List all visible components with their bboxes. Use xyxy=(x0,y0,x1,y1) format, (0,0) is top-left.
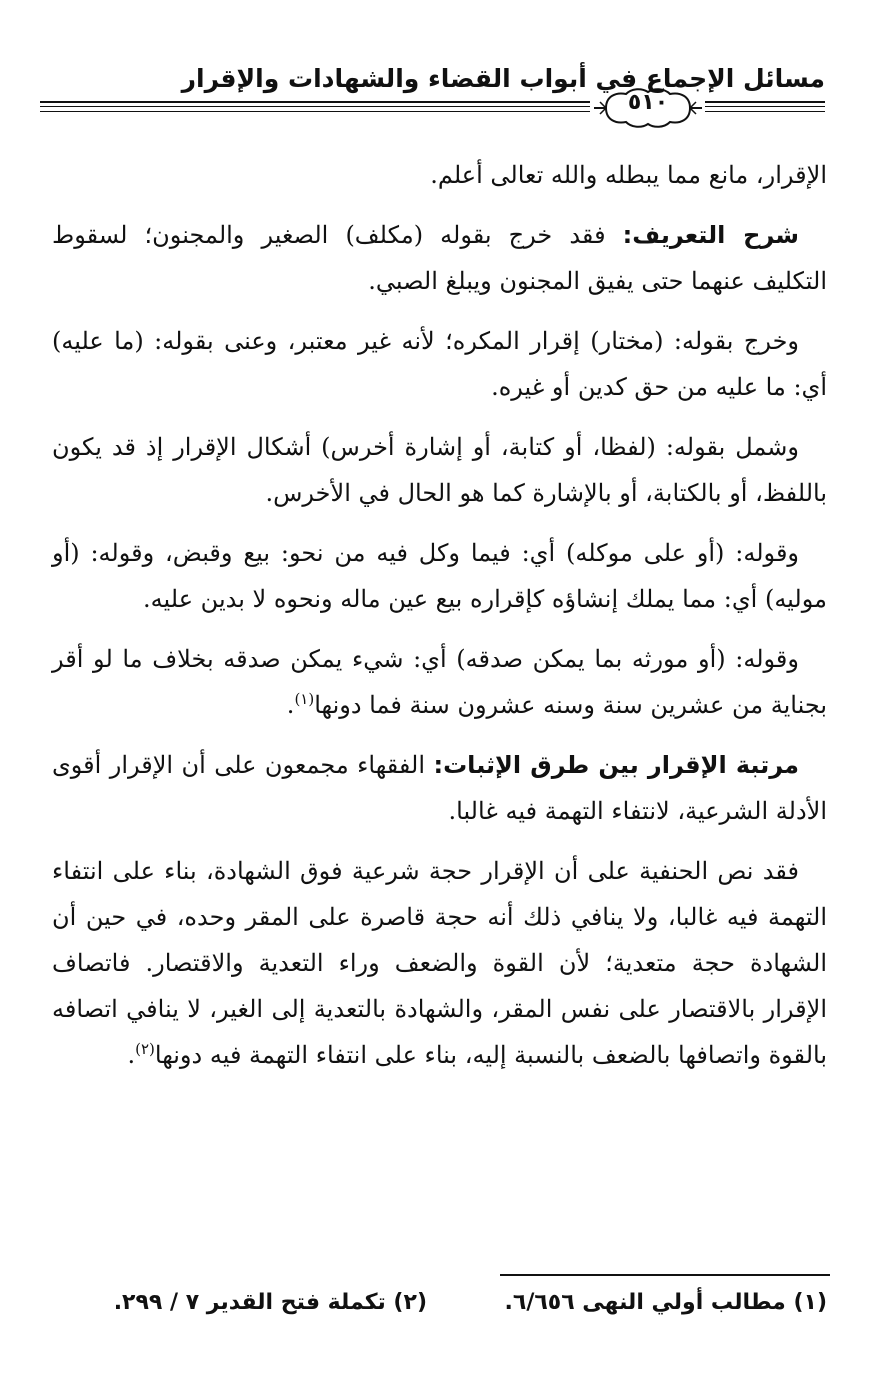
paragraph xyxy=(52,636,827,728)
paragraph-text: وخرج بقوله: (مختار) إقرار المكره؛ لأنه غير معتبر، وعنى بقوله: (ما عليه) أي: ما عليه من حق كدين أو غيره. xyxy=(52,327,827,401)
paragraph xyxy=(52,152,827,198)
header-rule xyxy=(40,111,590,112)
header-rule xyxy=(705,106,825,107)
header-rule xyxy=(705,111,825,112)
paragraph-text: وقوله: (أو مورثه بما يمكن صدقه) أي: شيء يمكن صدقه بخلاف ما لو أقر بجناية من عشرين سنة وسنه عشرون سنة فما دونها xyxy=(52,645,827,719)
section-heading: شرح التعريف: xyxy=(622,221,799,249)
paragraph-text: وشمل بقوله: (لفظا، أو كتابة، أو إشارة أخرس) أشكال الإقرار إذ قد يكون باللفظ، أو بالكتابة، أو بالإشارة كما هو الحال في الأخرس. xyxy=(52,433,827,507)
footnote: (٢) تكملة فتح القدير ٧ / ٢٩٩. xyxy=(113,1290,427,1315)
paragraph xyxy=(52,848,827,1078)
paragraph xyxy=(52,318,827,410)
paragraph-text: الإقرار، مانع مما يبطله والله تعالى أعلم. xyxy=(430,161,827,189)
body-text xyxy=(52,152,827,1092)
paragraph xyxy=(52,212,827,304)
running-title: مسائل الإجماع في أبواب القضاء والشهادات والإقرار xyxy=(181,64,825,93)
paragraph-text: الفقهاء مجمعون على أن الإقرار أقوى الأدلة الشرعية، لانتفاء التهمة فيه غالبا. xyxy=(52,751,827,825)
paragraph-tail: . xyxy=(127,1041,136,1069)
paragraph xyxy=(52,424,827,516)
page-number: ٥١٠ xyxy=(627,90,669,115)
header-rule xyxy=(40,106,590,107)
paragraph-text: وقوله: (أو على موكله) أي: فيما وكل فيه من نحو: بيع وقبض، وقوله: (أو موليه) أي: مما يملك إنشاؤه كإقراره بيع عين ماله ونحوه لا بدين عليه. xyxy=(52,539,827,613)
paragraph-text: فقد خرج بقوله (مكلف) الصغير والمجنون؛ لسقوط التكليف عنهما حتى يفيق المجنون ويبلغ الصبي. xyxy=(52,221,827,295)
footnote-marker[interactable]: (٢) xyxy=(135,1040,155,1058)
footnote-separator xyxy=(500,1274,830,1276)
footnote: (١) مطالب أولي النهى ٦/٦٥٦. xyxy=(504,1290,827,1315)
section-heading: مرتبة الإقرار بين طرق الإثبات: xyxy=(433,751,800,779)
header-rule xyxy=(705,101,825,103)
page-header xyxy=(40,62,825,132)
paragraph xyxy=(52,742,827,834)
page-number-badge xyxy=(592,84,704,132)
footnote-marker[interactable]: (١) xyxy=(294,690,315,708)
header-rule xyxy=(40,101,590,103)
paragraph-tail: . xyxy=(286,691,295,719)
paragraph xyxy=(52,530,827,622)
paragraph-text: فقد نص الحنفية على أن الإقرار حجة شرعية فوق الشهادة، بناء على انتفاء التهمة فيه غالبا، ولا ينافي ذلك أنه حجة قاصرة على المقر وحده، في حين أن الشهادة حجة متعدية؛ لأن القوة والضعف وراء التعدية والاقتصار. فاتصاف الإقرار بالاقتصار على نفس المقر، والشهادة بالتعدية إلى الغير، لا ينافي اتصافه بالقوة واتصافها بالضعف بالنسبة إليه، بناء على انتفاء التهمة فيه دونها xyxy=(52,857,827,1069)
